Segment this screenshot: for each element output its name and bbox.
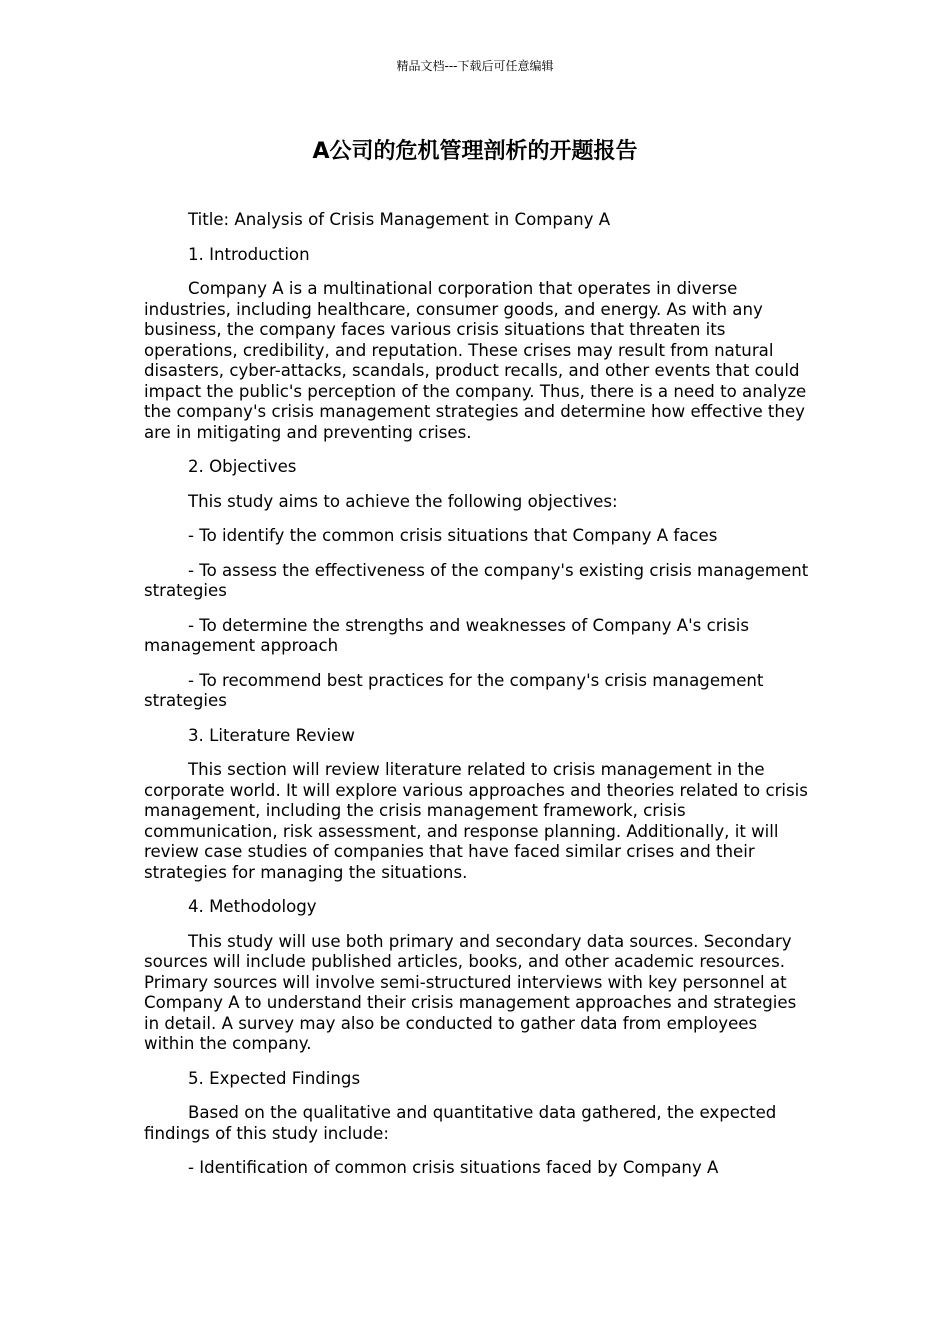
header-note: 精品文档---下载后可任意编辑 [396, 59, 554, 73]
objective-item: - To recommend best practices for the company's crisis management strategies [144, 670, 764, 710]
methodology-paragraph: This study will use both primary and secondary data sources. Secondary sources will include published articles, books, and other academic resources. Primary sources will involve semi-structured interviews with key personnel at Company A to understand their crisis management approaches and strategies in detail. A survey may also be conducted to gather data from employees within the company. [144, 931, 797, 1053]
introduction-paragraph: Company A is a multinational corporation that operates in diverse industries, including healthcare, consumer goods, and energy. As with any business, the company faces various crisis situations that threaten its operations, credibility, and reputation. These crises may result from natural disasters, cyber-attacks, scandals, product recalls, and other events that could impact the public's perception of the company. Thus, there is a need to analyze the company's crisis management strategies and determine how effective they are in mitigating and preventing crises. [144, 279, 807, 442]
title-line: Title: Analysis of Crisis Management in Company A [188, 210, 611, 229]
finding-item: - Identification of common crisis situations faced by Company A [188, 1158, 719, 1177]
objective-item: - To determine the strengths and weaknesses of Company A's crisis management approach [144, 615, 750, 655]
objectives-intro: This study aims to achieve the following objectives: [188, 491, 618, 511]
objective-item: - To identify the common crisis situations that Company A faces [188, 526, 718, 545]
section-heading-introduction: 1. Introduction [188, 244, 310, 264]
objective-item: - To assess the effectiveness of the company's existing crisis management strategies [144, 560, 809, 600]
section-heading-literature-review: 3. Literature Review [188, 725, 355, 745]
document-body [144, 210, 809, 1193]
literature-review-paragraph: This section will review literature related to crisis management in the corporate world. It will explore various approaches and theories related to crisis management, including the crisis management framework, crisis communication, risk assessment, and response planning. Additionally, it will review case studies of companies that have faced similar crises and their strategies for managing the situations. [144, 760, 808, 882]
section-heading-expected-findings: 5. Expected Findings [188, 1068, 361, 1088]
section-heading-methodology: 4. Methodology [188, 897, 317, 916]
expected-findings-intro: Based on the qualitative and quantitative data gathered, the expected findings of this study include: [144, 1103, 777, 1143]
document-title: A公司的危机管理剖析的开题报告 [312, 139, 638, 164]
section-heading-objectives: 2. Objectives [188, 457, 297, 476]
